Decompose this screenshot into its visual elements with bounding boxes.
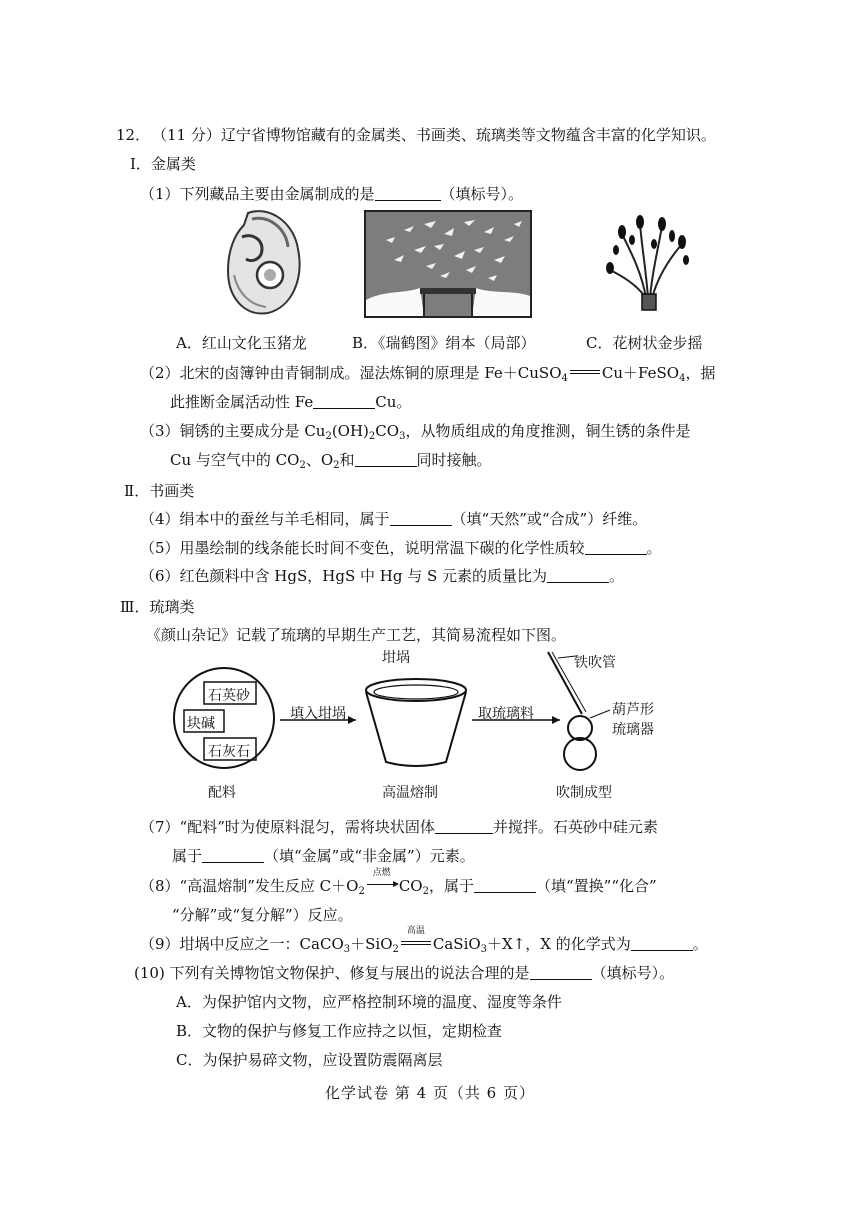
quartz-sand-label: 石英砂 [208,688,250,704]
q10-text: （填标号）。 [591,964,675,982]
question-5 [140,539,662,557]
question-4 [140,510,647,528]
option-a-caption: A．红山文化玉猪龙 [176,334,307,352]
q1-text: （1）下列藏品主要由金属制成的是 [140,185,375,203]
q8-text: （填“置换”“化合” [535,877,657,895]
q9-text: ＋SiO [350,935,393,953]
section-metal-heading: Ⅰ．金属类 [130,155,196,173]
subscript: 2 [299,460,306,471]
subscript: 4 [561,373,568,384]
gourd-label-2: 琉璃器 [612,722,654,738]
subscript: 4 [679,373,686,384]
question-3-line2 [170,451,492,472]
option-c: C．为保护易碎文物，应设置防震隔离层 [176,1051,443,1069]
answer-blank[interactable] [547,568,609,583]
q7-text: （7）“配料”时为使原料混匀，需将块状固体 [140,818,435,836]
q5-text: 。 [646,539,662,557]
question-7-line1 [140,818,658,836]
q2-text: ，据 [685,364,716,382]
answer-blank[interactable] [631,936,693,951]
question-2-line2 [170,393,411,411]
q1-text-end: （填标号）。 [440,185,524,203]
section-calligraphy-heading: Ⅱ．书画类 [124,482,195,500]
subscript: 2 [358,886,365,897]
q8-text: CO [398,877,423,895]
q3-text: 同时接触。 [416,451,492,469]
q5-text: （5）用墨绘制的线条能长时间不变色，说明常温下碳的化学性质较 [140,539,585,557]
option-b: B．文物的保护与修复工作应持之以恒，定期检查 [176,1022,503,1040]
option-a: A．为保护馆内文物，应严格控制环境的温度、湿度等条件 [176,993,562,1011]
answer-blank[interactable] [530,965,592,980]
question-header: （11 分）辽宁省博物馆藏有的金属类、书画类、琉璃类等文物蕴含丰富的化学知识。 [152,126,716,144]
q9-text: 。 [692,935,708,953]
q3-text: （3）铜锈的主要成分是 Cu [140,422,326,440]
high-temp-melting-label: 高温熔制 [382,785,438,801]
question-8-line1 [140,868,657,898]
q3-text: Cu 与空气中的 CO [170,451,300,469]
answer-blank[interactable] [313,394,375,409]
take-glaze-label: 取琉璃料 [478,706,534,722]
question-2-line1 [140,364,715,385]
crucible-body [366,692,466,766]
question-6 [140,567,624,585]
question-number: 12． [116,126,151,144]
subscript: 3 [480,944,488,955]
q7-text: 并搅拌。石英砂中硅元素 [492,818,658,836]
q3-text: CO [375,422,400,440]
reaction-arrow [365,868,399,893]
question-3-line1 [140,422,690,443]
q8-text: （8）“高温熔制”发生反应 C＋O [140,877,359,895]
answer-blank[interactable] [474,878,536,893]
subscript: 2 [422,886,429,897]
subscript: 2 [392,944,399,955]
q8-text: ，属于 [428,877,474,895]
question-9 [140,926,708,956]
q9-text: （9）坩埚中反应之一：CaCO [140,935,344,953]
q2-text: （2）北宋的卤簿钟由青铜制成。湿法炼铜的原理是 Fe＋CuSO [140,364,562,382]
answer-blank[interactable] [390,511,452,526]
answer-blank[interactable] [375,186,441,201]
subscript: 3 [399,431,406,442]
reaction-equals [399,926,433,951]
q2-text: Cu＋FeSO [601,364,680,382]
alkali-label: 块碱 [187,716,215,732]
gourd-bottom [564,738,596,770]
question-1 [140,185,523,203]
q2-text: Cu。 [375,393,412,411]
gold-flower-hairpin-image [602,214,694,314]
answer-blank[interactable] [585,540,647,555]
answer-blank[interactable] [202,848,264,863]
q2-text: 此推断金属活动性 Fe [170,393,314,411]
q6-text: （6）红色颜料中含 HgS，HgS 中 Hg 与 S 元素的质量比为 [140,567,548,585]
answer-blank[interactable] [355,452,417,467]
q3-text: ，从物质组成的角度推测，铜生锈的条件是 [405,422,691,440]
question-10 [134,964,674,982]
option-c-caption: C．花树状金步摇 [586,334,703,352]
q7-text: （填“金属”或“非金属”）元素。 [264,847,475,865]
subscript: 2 [325,431,332,442]
q7-text: 属于 [172,847,203,865]
q4-text: （填“天然”或“合成”）纤维。 [451,510,648,528]
question-8-line2: “分解”或“复分解”）反应。 [172,906,353,924]
q3-text: 、O [305,451,334,469]
condition-high-temp: 高温 [406,926,425,936]
gourd-label-1: 葫芦形 [612,702,654,718]
page-footer: 化学试卷 第 4 页（共 6 页） [325,1084,535,1102]
subscript: 3 [343,944,351,955]
gourd-top [568,716,592,740]
limestone-label: 石灰石 [208,744,250,760]
q9-text: ＋X↑，X 的化学式为 [487,935,631,953]
q3-text: (OH) [331,422,369,440]
subscript: 2 [333,460,340,471]
ingredients-label: 配料 [208,785,236,801]
q4-text: （4）绢本中的蚕丝与羊毛相同，属于 [140,510,390,528]
q3-text: 和 [339,451,355,469]
section-glaze-heading: Ⅲ．琉璃类 [120,598,195,616]
q6-text: 。 [609,567,625,585]
fill-crucible-label: 填入坩埚 [290,706,346,722]
answer-blank[interactable] [435,819,493,834]
crucible-label: 坩埚 [382,650,410,666]
q10-text: (10) 下列有关博物馆文物保护、修复与展出的说法合理的是 [134,964,530,982]
subscript: 2 [368,431,376,442]
crucible-rim [366,679,466,701]
q9-text: CaSiO [432,935,481,953]
condition-ignite: 点燃 [372,868,391,878]
section-glaze-intro: 《颜山杂记》记载了琉璃的早期生产工艺，其简易流程如下图。 [146,626,567,644]
option-b-caption: B．《瑞鹤图》绢本（局部） [352,334,536,352]
question-7-line2 [172,847,475,865]
equals-sign [568,364,602,380]
iron-pipe-label: 铁吹管 [574,655,616,671]
blow-molding-label: 吹制成型 [556,785,612,801]
jade-pig-dragon-image [222,205,304,317]
auspicious-cranes-painting-image [364,210,532,318]
